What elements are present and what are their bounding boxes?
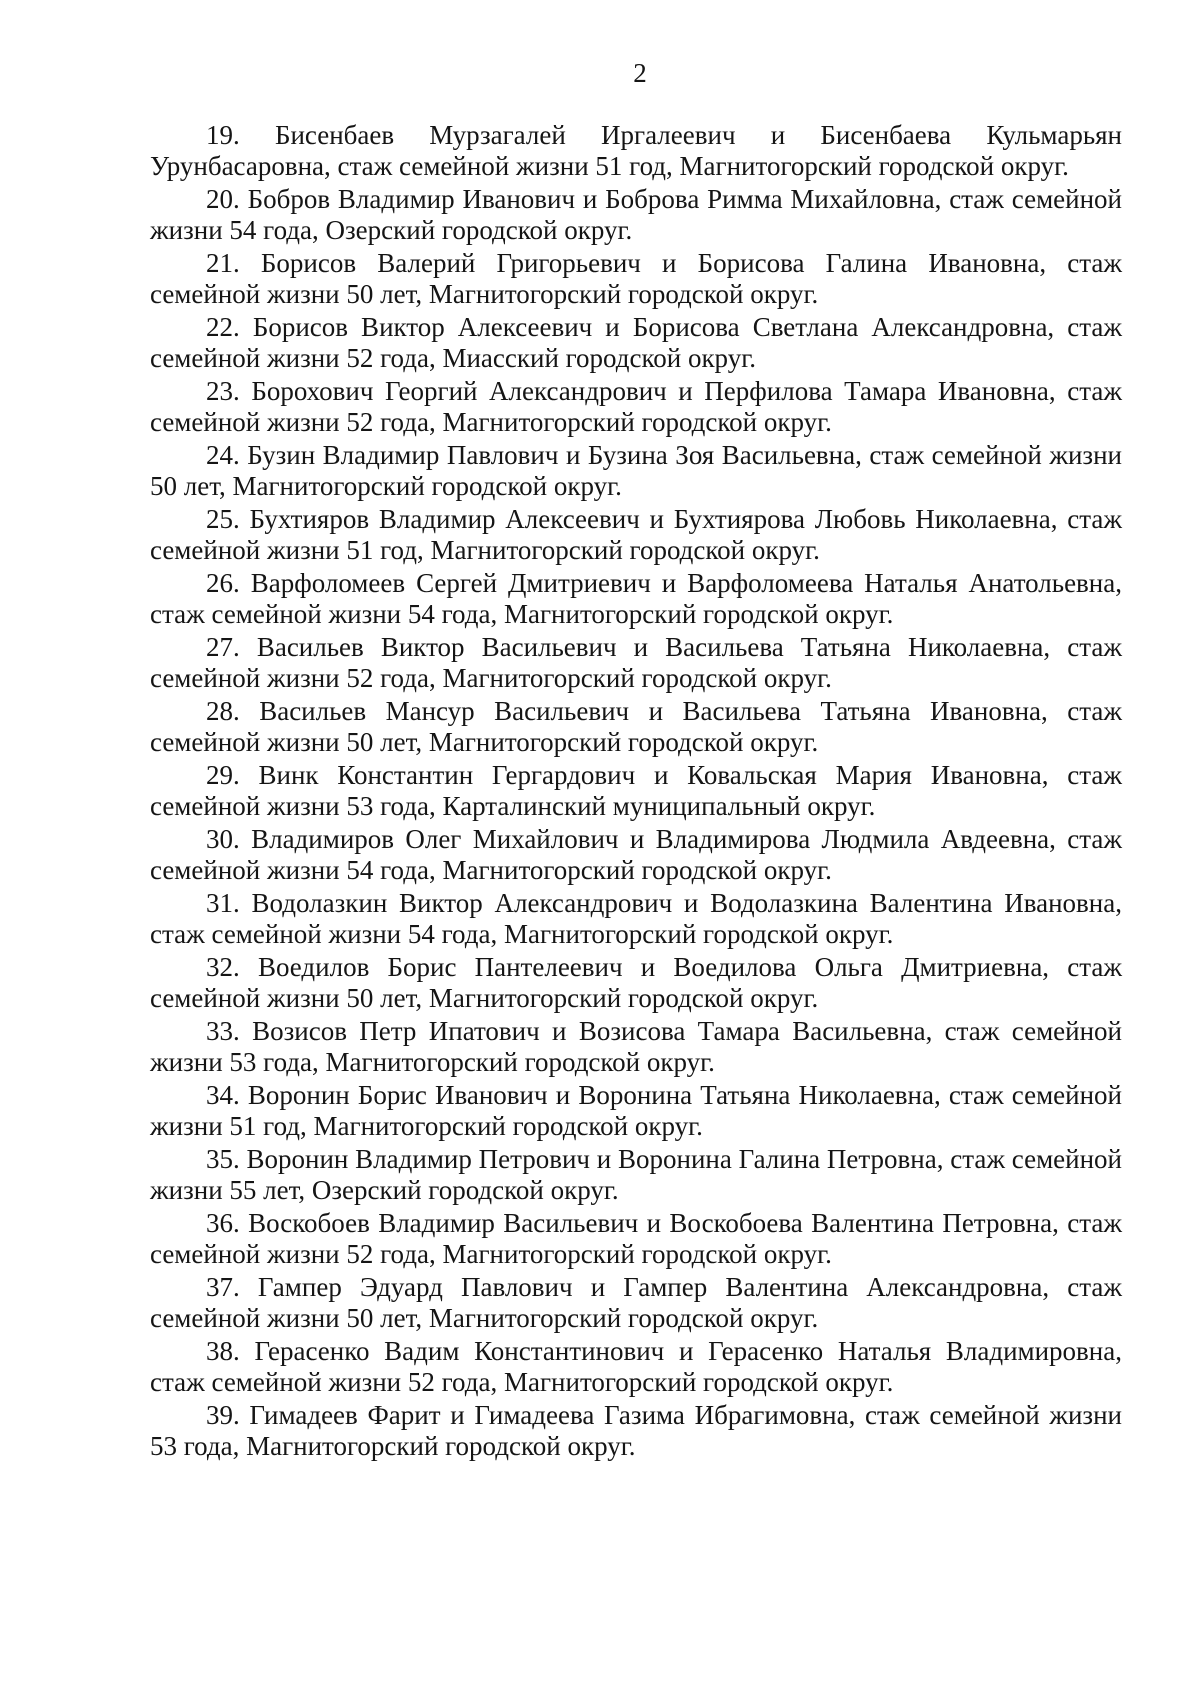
list-item: 20. Бобров Владимир Иванович и Боброва Римма Михайловна, стаж семейной жизни 54 года, Озерский городской округ. xyxy=(150,184,1122,245)
list-item: 28. Васильев Мансур Васильевич и Васильева Татьяна Ивановна, стаж семейной жизни 50 лет, Магнитогорский городской округ. xyxy=(150,696,1122,757)
list-item: 26. Варфоломеев Сергей Дмитриевич и Варфоломеева Наталья Анатольевна, стаж семейной жизни 54 года, Магнитогорский городской округ. xyxy=(150,568,1122,629)
list-item: 34. Воронин Борис Иванович и Воронина Татьяна Николаевна, стаж семейной жизни 51 год, Магнитогорский городской округ. xyxy=(150,1080,1122,1141)
list-item: 35. Воронин Владимир Петрович и Воронина Галина Петровна, стаж семейной жизни 55 лет, Озерский городской округ. xyxy=(150,1144,1122,1205)
list-item: 29. Винк Константин Гергардович и Ковальская Мария Ивановна, стаж семейной жизни 53 года, Карталинский муниципальный округ. xyxy=(150,760,1122,821)
list-item: 39. Гимадеев Фарит и Гимадеева Газима Ибрагимовна, стаж семейной жизни 53 года, Магнитогорский городской округ. xyxy=(150,1400,1122,1461)
list-item: 27. Васильев Виктор Васильевич и Васильева Татьяна Николаевна, стаж семейной жизни 52 года, Магнитогорский городской округ. xyxy=(150,632,1122,693)
page-number: 2 xyxy=(633,58,647,88)
list-item: 32. Воедилов Борис Пантелеевич и Воедилова Ольга Дмитриевна, стаж семейной жизни 50 лет, Магнитогорский городской округ. xyxy=(150,952,1122,1013)
list-item: 23. Борохович Георгий Александрович и Перфилова Тамара Ивановна, стаж семейной жизни 52 года, Магнитогорский городской округ. xyxy=(150,376,1122,437)
list-item: 31. Водолазкин Виктор Александрович и Водолазкина Валентина Ивановна, стаж семейной жизни 54 года, Магнитогорский городской округ. xyxy=(150,888,1122,949)
list-item: 36. Воскобоев Владимир Васильевич и Воскобоева Валентина Петровна, стаж семейной жизни 52 года, Магнитогорский городской округ. xyxy=(150,1208,1122,1269)
list-item: 22. Борисов Виктор Алексеевич и Борисова Светлана Александровна, стаж семейной жизни 52 года, Миасский городской округ. xyxy=(150,312,1122,373)
list-item: 21. Борисов Валерий Григорьевич и Борисова Галина Ивановна, стаж семейной жизни 50 лет, Магнитогорский городской округ. xyxy=(150,248,1122,309)
list-item: 24. Бузин Владимир Павлович и Бузина Зоя Васильевна, стаж семейной жизни 50 лет, Магнитогорский городской округ. xyxy=(150,440,1122,501)
list-item: 30. Владимиров Олег Михайлович и Владимирова Людмила Авдеевна, стаж семейной жизни 54 года, Магнитогорский городской округ. xyxy=(150,824,1122,885)
list-item: 33. Возисов Петр Ипатович и Возисова Тамара Васильевна, стаж семейной жизни 53 года, Магнитогорский городской округ. xyxy=(150,1016,1122,1077)
list-item: 25. Бухтияров Владимир Алексеевич и Бухтиярова Любовь Николаевна, стаж семейной жизни 51 год, Магнитогорский городской округ. xyxy=(150,504,1122,565)
list-item: 37. Гампер Эдуард Павлович и Гампер Валентина Александровна, стаж семейной жизни 50 лет, Магнитогорский городской округ. xyxy=(150,1272,1122,1333)
award-list xyxy=(150,120,1122,1464)
list-item: 19. Бисенбаев Мурзагалей Иргалеевич и Бисенбаева Кульмарьян Урунбасаровна, стаж семейной жизни 51 год, Магнитогорский городской округ. xyxy=(150,120,1122,181)
list-item: 38. Герасенко Вадим Константинович и Герасенко Наталья Владимировна, стаж семейной жизни 52 года, Магнитогорский городской округ. xyxy=(150,1336,1122,1397)
